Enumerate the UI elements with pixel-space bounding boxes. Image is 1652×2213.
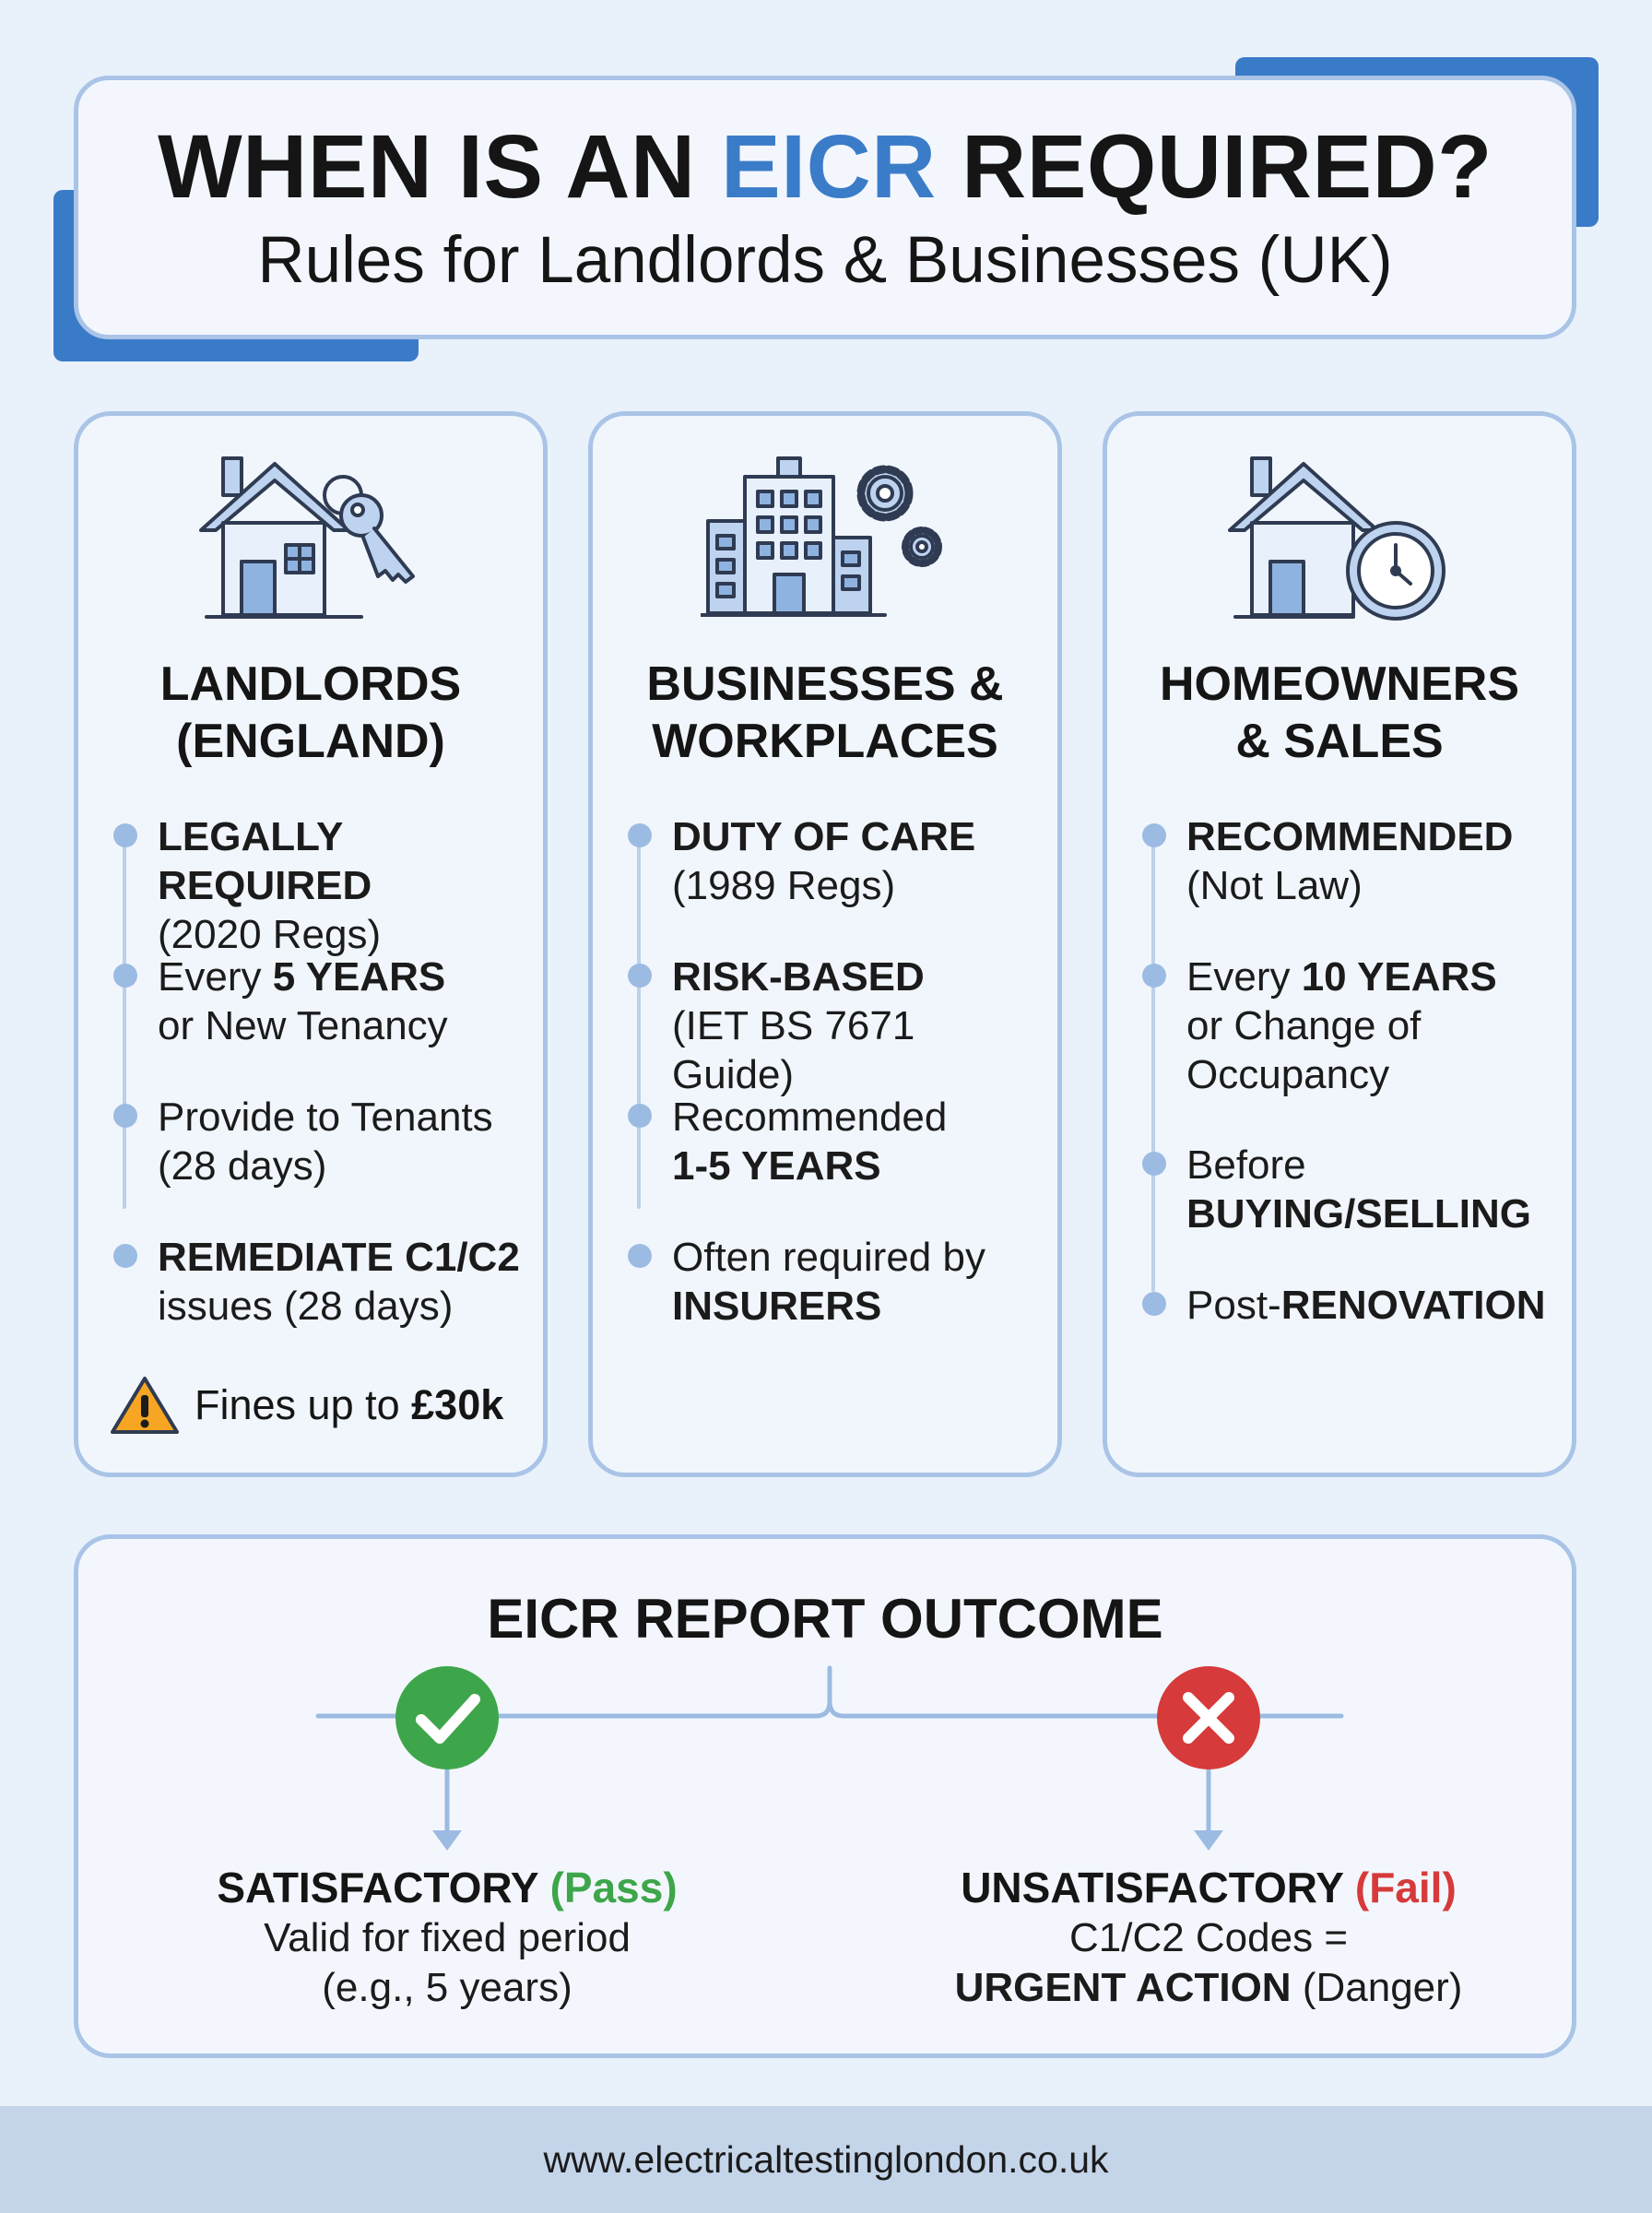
bullet-dot (628, 1244, 652, 1268)
card-title-landlords: LANDLORDS (ENGLAND) (159, 657, 462, 768)
check-circle-icon (394, 1664, 501, 1771)
bullet-text-bold: DUTY OF CARE (672, 814, 976, 859)
bullet-text-bold: RENOVATION (1280, 1283, 1546, 1328)
page-title-pre: WHEN IS AN (158, 115, 721, 217)
bullet-text: (IET BS 7671 Guide) (672, 1003, 915, 1097)
outcome-title: EICR REPORT OUTCOME (487, 1588, 1163, 1650)
house-clock-icon (1224, 453, 1455, 628)
bullet-text: (Not Law) (1186, 863, 1363, 908)
bullet-text: Often required by (672, 1235, 985, 1280)
fail-danger: (Danger) (1291, 1965, 1463, 2010)
timeline-line (1151, 840, 1155, 1292)
bullet-dot (113, 964, 137, 988)
bullet-dot (1142, 1292, 1166, 1316)
fail-label: UNSATISFACTORY (961, 1864, 1344, 1911)
bullet-text-bold: 1-5 YEARS (672, 1143, 881, 1189)
house-key-icon (195, 453, 426, 628)
bullet-text-bold: RISK-BASED (672, 954, 925, 1000)
warning-icon (110, 1375, 180, 1436)
bullet-dot (1142, 964, 1166, 988)
bullet-text-bold: 5 YEARS (272, 954, 446, 1000)
page-title-post: REQUIRED? (936, 115, 1493, 217)
bullet-text-bold: INSURERS (672, 1284, 882, 1329)
footer-url[interactable]: www.electricaltestinglondon.co.uk (543, 2137, 1109, 2181)
outcome-connector (78, 1539, 1581, 1852)
bullet-text: or New Tenancy (158, 1003, 448, 1048)
bullet-dot (628, 964, 652, 988)
fail-tag: (Fail) (1354, 1864, 1457, 1911)
outcome-pass (97, 1862, 797, 2013)
page-subtitle: Rules for Landlords & Businesses (UK) (257, 223, 1393, 297)
page-title-accent: EICR (720, 115, 937, 217)
fail-line-1: C1/C2 Codes = (1068, 1915, 1349, 1960)
bullet-text: or Change of (1186, 1003, 1422, 1048)
bullet-text: Provide to Tenants (158, 1095, 493, 1140)
timeline-line (637, 840, 641, 1209)
bullet-dot (1142, 823, 1166, 847)
fail-line-2 (858, 1963, 1559, 2013)
card-homeowners (1103, 411, 1576, 1477)
bullet-text: Before (1186, 1142, 1306, 1188)
footer (0, 2106, 1652, 2213)
bullet-text-bold: 10 YEARS (1301, 954, 1497, 1000)
bullet-text-bold: LEGALLY REQUIRED (158, 814, 372, 908)
outcome-fail (858, 1862, 1559, 2013)
fines-warning (110, 1375, 503, 1436)
bullet-dot (113, 1244, 137, 1268)
pass-heading (97, 1862, 797, 1913)
card-businesses (588, 411, 1062, 1477)
x-circle-icon (1155, 1664, 1262, 1771)
bullet-text: (28 days) (158, 1143, 327, 1189)
timeline-line (123, 840, 126, 1209)
bullet-text-bold: REMEDIATE C1/C2 (158, 1235, 520, 1280)
bullet-text: (2020 Regs) (158, 912, 382, 957)
bullet-dot (1142, 1152, 1166, 1176)
fines-amount: £30k (411, 1381, 504, 1428)
bullet-text-bold: RECOMMENDED (1186, 814, 1514, 859)
pass-line-1: Valid for fixed period (264, 1915, 631, 1960)
fail-heading (858, 1862, 1559, 1913)
fines-text (195, 1381, 503, 1429)
bullet-text: Every (1186, 954, 1302, 1000)
pass-label: SATISFACTORY (217, 1864, 538, 1911)
card-title-businesses: BUSINESSES & WORKPLACES (646, 657, 1004, 768)
bullet-text: Occupancy (1186, 1052, 1390, 1097)
card-landlords (74, 411, 548, 1477)
bullet-dot (113, 1104, 137, 1128)
card-title-homeowners: HOMEOWNERS & SALES (1160, 657, 1519, 768)
pass-tag: (Pass) (549, 1864, 678, 1911)
fail-urgent-action: URGENT ACTION (954, 1965, 1292, 2010)
bullet-text: Post- (1186, 1283, 1281, 1328)
bullet-text: Recommended (672, 1095, 948, 1140)
fines-text-pre: Fines up to (195, 1381, 412, 1428)
bullet-dot (628, 1104, 652, 1128)
bullet-dot (113, 823, 137, 847)
bullet-text: Every (158, 954, 273, 1000)
bullet-text: issues (28 days) (158, 1284, 454, 1329)
office-building-gears-icon (701, 453, 950, 628)
bullet-text-bold: BUYING/SELLING (1186, 1191, 1532, 1237)
page-title (158, 115, 1493, 217)
outcome-box (74, 1534, 1576, 2058)
bullet-dot (628, 823, 652, 847)
header-box (74, 76, 1576, 339)
bullet-text: (1989 Regs) (672, 863, 896, 908)
pass-line-2: (e.g., 5 years) (322, 1965, 572, 2010)
